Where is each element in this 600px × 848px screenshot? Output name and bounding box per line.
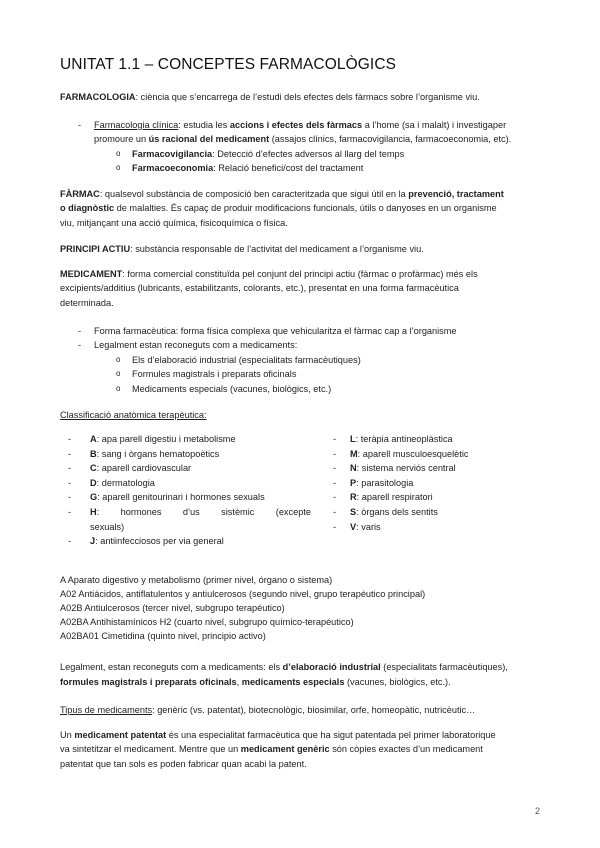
atc-item-r: R: aparell respiratori — [350, 492, 433, 503]
atc-item-b: B: sang i òrgans hematopoètics — [90, 448, 220, 459]
bullet-dash: - — [68, 492, 72, 503]
patentat-line-1: Un medicament patentat és una especialitat farmacèutica que ha sigut patentada pel primer laboratorique — [60, 730, 496, 740]
farmacovigilancia-item: Farmacovigilancia: Detecció d’efectes adversos al llarg del temps — [132, 148, 405, 159]
atc-item-v: V: varis — [350, 521, 381, 532]
list-item: Medicaments especials (vacunes, biològics, etc.) — [132, 383, 332, 394]
bullet-dash: - — [333, 492, 337, 503]
bullet-circle: o — [116, 148, 121, 158]
page-number: 2 — [535, 806, 541, 816]
atc-item-m: M: aparell musculoesquelètic — [350, 448, 469, 459]
forma-farmaceutica-item: Forma farmacèutica: forma física complexa que vehicularitza el fàrmac cap a l’organisme — [94, 326, 457, 336]
bullet-circle: o — [116, 383, 121, 393]
bullet-dash: - — [78, 326, 82, 336]
farmacologia-definition: FARMACOLOGIA: ciència que s’encarrega de l’estudi dels efectes dels fàrmacs sobre l’organisme viu. — [60, 92, 480, 102]
atc-item-h-cont: sexuals) — [90, 521, 125, 532]
tipus-medicaments: Tipus de medicaments: genèric (vs. patentat), biotecnològic, biosimilar, orfe, homeopàtic, nutricèutic… — [60, 705, 476, 715]
bullet-dash: - — [68, 448, 72, 459]
atc-item-a: A: apa parell digestiu i metabolisme — [90, 434, 236, 444]
example-line: A Aparato digestivo y metabolismo (primer nivel, órgano o sistema) — [60, 575, 333, 585]
patentat-line-2: va sintetitzar el medicament. Mentre que un medicament genèric són còpies exactes d’un medicament — [60, 744, 483, 755]
example-line: A02BA Antihistamínicos H2 (cuarto nivel, subgrupo químico-terapéutico) — [60, 616, 354, 627]
clinica-line-1: Farmacologia clínica: estudia les accions i efectes dels fàrmacs a l’home (sa i malalt) i investigaper — [94, 120, 507, 130]
medicament-line-3: determinada. — [60, 297, 114, 308]
bullet-dash: - — [68, 536, 72, 547]
list-item: Formules magistrals i preparats oficinals — [132, 369, 297, 380]
bullet-dash: - — [333, 521, 337, 532]
atc-item-h: H: hormones d’us sistèmic (excepte — [90, 507, 311, 517]
atc-item-g: G: aparell genitourinari i hormones sexuals — [90, 492, 265, 503]
bullet-circle: o — [116, 354, 121, 364]
atc-item-s: S: òrgans dels sentits — [350, 507, 438, 517]
atc-item-c: C: aparell cardiovascular — [90, 463, 192, 474]
farmac-line-3: viu, mitjançant una acció química, fisicoquímica o física. — [60, 217, 288, 228]
atc-item-p: P: parasitologia — [350, 477, 414, 488]
legalment-line-1: Legalment, estan reconeguts com a medicaments: els d’elaboració industrial (especialitats farmacèutiques), — [60, 662, 508, 672]
example-line: A02 Antiácidos, antiflatulentos y antiulcerosos (segundo nivel, grupo terapéutico principal) — [60, 588, 426, 599]
bullet-dash: - — [333, 507, 337, 517]
bullet-circle: o — [116, 369, 121, 379]
legalment-item: Legalment estan reconeguts com a medicaments: — [94, 340, 298, 351]
principi-actiu-definition: PRINCIPI ACTIU: substància responsable de l’activitat del medicament a l’organisme viu. — [60, 244, 424, 254]
example-line: A02BA01 Cimetidina (quinto nivel, principio activo) — [60, 630, 266, 641]
page-title: UNITAT 1.1 – CONCEPTES FARMACOLÒGICS — [60, 56, 397, 73]
atc-item-j: J: antiinfecciosos per via general — [90, 536, 224, 547]
medicament-line-2: excipients/additius (lubricants, estabilitzants, colorants, etc.), presentat en una forma farmacèutica — [60, 283, 459, 294]
farmacoeconomia-item: Farmacoeconomia: Relació benefici/cost del tractament — [132, 163, 364, 174]
medicament-line-1: MEDICAMENT: forma comercial constituïda pel conjunt del principi actiu (fàrmac o profàrmac) més els — [60, 269, 478, 279]
farmac-line-1: FÀRMAC: qualsevol substància de composició ben caracteritzada que sigui útil en la prevenció, tractament — [60, 189, 504, 199]
bullet-dash: - — [333, 434, 337, 444]
bullet-dash: - — [333, 448, 337, 459]
bullet-dash: - — [333, 463, 337, 474]
patentat-line-3: patentat que tan sols es poden fabricar quan acabi la patent. — [60, 758, 307, 769]
clinica-line-2: promoure un ús racional del medicament (assajos clínics, farmacovigilancia, farmacoeconomia, etc). — [94, 134, 512, 145]
atc-item-n: N: sistema nerviós central — [350, 463, 456, 474]
bullet-dash: - — [78, 120, 82, 130]
bullet-dash: - — [68, 463, 72, 474]
atc-item-l: L: teràpia antineoplàstica — [350, 434, 453, 444]
bullet-dash: - — [333, 477, 337, 488]
bullet-dash: - — [68, 434, 72, 444]
farmac-line-2: o diagnòstic de malalties. És capaç de produir modificacions funcionals, útils o danyoses en un organisme — [60, 203, 497, 214]
bullet-dash: - — [78, 340, 82, 351]
legalment-line-2: formules magistrals i preparats oficinals, medicaments especials (vacunes, biològics, etc.). — [60, 677, 451, 687]
atc-item-d: D: dermatologia — [90, 477, 155, 488]
list-item: Els d’elaboració industrial (especialitats farmacèutiques) — [132, 354, 361, 365]
example-line: A02B Antiulcerosos (tercer nivel, subgrupo terapéutico) — [60, 602, 285, 613]
bullet-dash: - — [68, 477, 72, 488]
bullet-dash: - — [68, 507, 72, 517]
atc-heading: Classificació anatòmica terapèutica: — [60, 410, 207, 420]
bullet-circle: o — [116, 163, 121, 173]
